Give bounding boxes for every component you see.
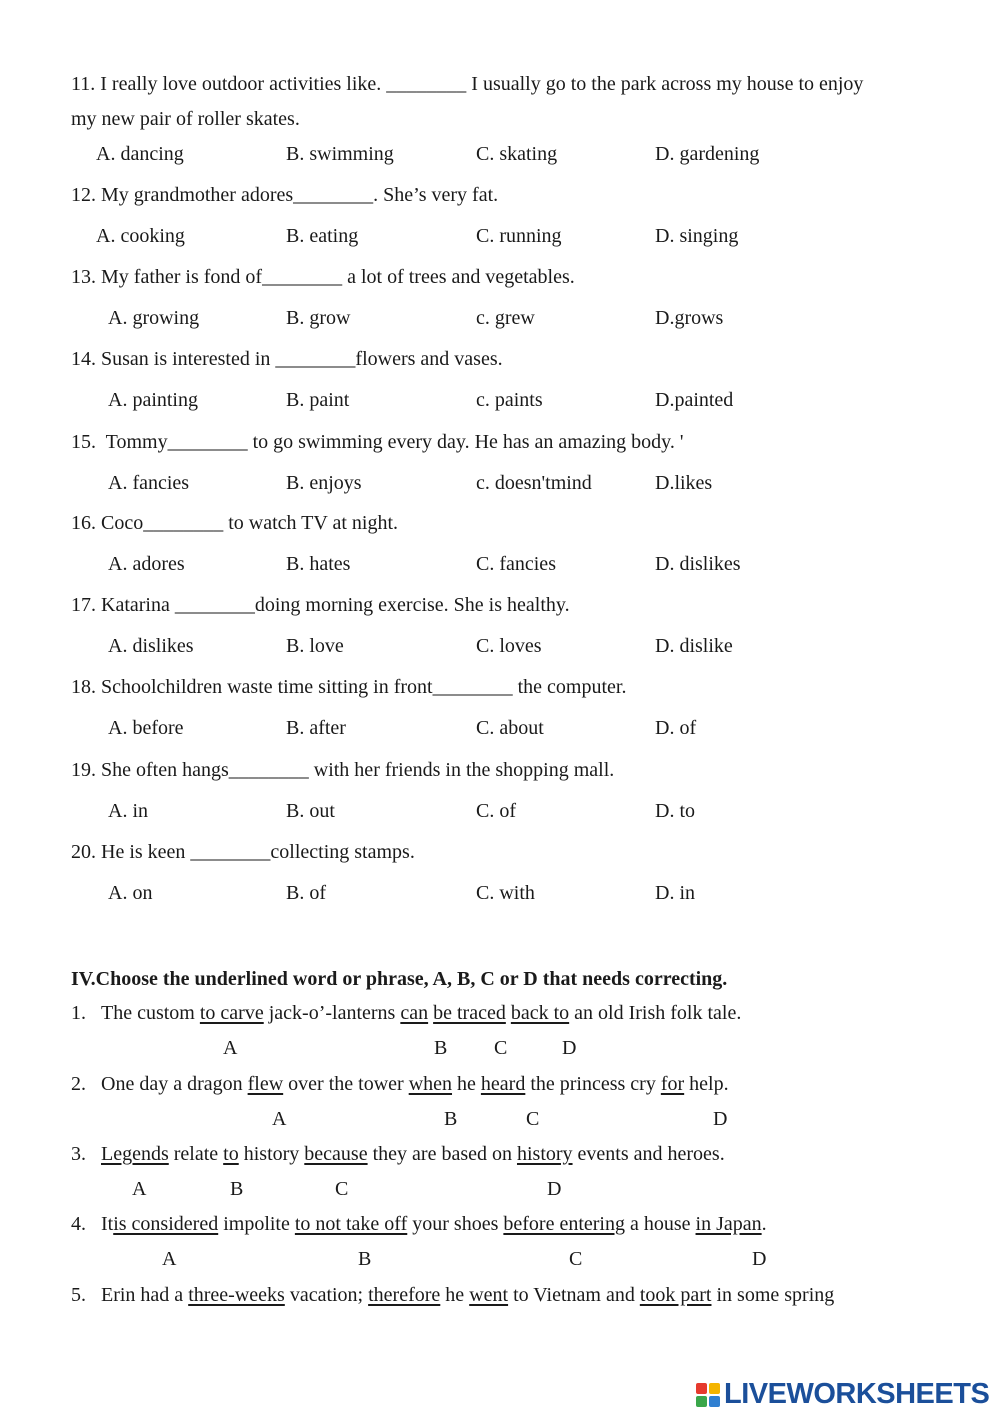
- sentence-text: events and heroes.: [572, 1143, 725, 1165]
- sentence-text: One day a dragon: [101, 1073, 248, 1095]
- error-sentence: [101, 1001, 741, 1025]
- answer-letter: A: [223, 1037, 238, 1059]
- question-text: 20. He is keen ________collecting stamps.: [71, 841, 415, 863]
- option-a: A. painting: [108, 389, 198, 411]
- option-c: c. doesn'tmind: [476, 472, 592, 494]
- sentence-text: .: [761, 1213, 767, 1235]
- question-text: 14. Susan is interested in ________flowers and vases.: [71, 348, 503, 370]
- answer-letter: B: [434, 1037, 448, 1059]
- underlined-phrase: Legends: [101, 1143, 169, 1165]
- question-text: 17. Katarina ________doing morning exercise. She is healthy.: [71, 594, 570, 616]
- sentence-text: in some spring: [711, 1284, 835, 1306]
- option-a: A. on: [108, 882, 153, 904]
- underlined-phrase: in Japan: [695, 1213, 762, 1235]
- underlined-phrase: flew: [247, 1073, 284, 1095]
- option-a: A. growing: [108, 307, 200, 329]
- option-d: D.likes: [655, 472, 713, 494]
- underlined-phrase: can: [400, 1002, 429, 1024]
- underlined-phrase: went: [469, 1284, 509, 1306]
- logo-squares-icon: [696, 1383, 720, 1407]
- underlined-phrase: to carve: [199, 1002, 264, 1024]
- underlined-phrase: history: [516, 1143, 573, 1165]
- sentence-text: he: [440, 1284, 470, 1306]
- option-c: C. of: [476, 800, 516, 822]
- underlined-phrase: heard: [480, 1073, 526, 1095]
- sentence-text: a house: [624, 1213, 696, 1235]
- option-b: B. hates: [286, 553, 351, 575]
- answer-letter: C: [526, 1108, 540, 1130]
- answer-letter: D: [752, 1248, 767, 1270]
- answer-letter: D: [713, 1108, 728, 1130]
- error-sentence: [101, 1142, 725, 1166]
- option-c: C. with: [476, 882, 535, 904]
- option-b: B. swimming: [286, 143, 394, 165]
- underlined-phrase: is considered: [113, 1213, 219, 1235]
- sentence-text: help.: [684, 1073, 729, 1095]
- error-item-number: 3.: [71, 1143, 86, 1165]
- underlined-phrase: therefore: [368, 1284, 441, 1306]
- option-a: A. fancies: [108, 472, 190, 494]
- option-b: B. eating: [286, 225, 359, 247]
- option-d: D. singing: [655, 225, 739, 247]
- sentence-text: to Vietnam and: [508, 1284, 640, 1306]
- option-d: D. in: [655, 882, 695, 904]
- underlined-phrase: before entering: [503, 1213, 625, 1235]
- option-d: D. gardening: [655, 143, 760, 165]
- sentence-text: your shoes: [407, 1213, 504, 1235]
- sentence-text: vacation;: [284, 1284, 369, 1306]
- answer-letter: B: [444, 1108, 458, 1130]
- answer-letter: C: [335, 1178, 349, 1200]
- option-b: B. enjoys: [286, 472, 362, 494]
- option-a: A. adores: [108, 553, 185, 575]
- sentence-text: over the tower: [283, 1073, 409, 1095]
- sentence-text: they are based on: [367, 1143, 517, 1165]
- option-c: c. grew: [476, 307, 535, 329]
- question-text: 15. Tommy________ to go swimming every day. He has an amazing body. ': [71, 431, 684, 453]
- answer-letter: B: [230, 1178, 244, 1200]
- question-text: 12. My grandmother adores________. She’s very fat.: [71, 184, 499, 206]
- sentence-text: It: [101, 1213, 114, 1235]
- option-d: D. of: [655, 717, 697, 739]
- sentence-text: the princess cry: [525, 1073, 661, 1095]
- sentence-text: Erin had a: [101, 1284, 189, 1306]
- answer-letter: A: [162, 1248, 177, 1270]
- option-d: D.grows: [655, 307, 724, 329]
- sentence-text: jack-o’-lanterns: [263, 1002, 401, 1024]
- question-text: 11. I really love outdoor activities like. ________ I usually go to the park across my house to enjoy: [71, 73, 864, 95]
- option-d: D. dislikes: [655, 553, 741, 575]
- answer-letter: A: [132, 1178, 147, 1200]
- question-text: 19. She often hangs________ with her friends in the shopping mall.: [71, 759, 615, 781]
- error-item-number: 5.: [71, 1284, 86, 1306]
- error-item-number: 2.: [71, 1073, 86, 1095]
- error-sentence: [101, 1212, 767, 1236]
- option-a: A. dancing: [96, 143, 184, 165]
- underlined-phrase: because: [304, 1143, 368, 1165]
- underlined-phrase: to not take off: [294, 1213, 408, 1235]
- sentence-text: relate: [168, 1143, 224, 1165]
- underlined-phrase: for: [660, 1073, 685, 1095]
- option-a: A. dislikes: [108, 635, 194, 657]
- answer-letter: D: [547, 1178, 562, 1200]
- option-b: B. grow: [286, 307, 351, 329]
- sentence-text: he: [452, 1073, 481, 1095]
- option-d: D. to: [655, 800, 695, 822]
- answer-letter: D: [562, 1037, 577, 1059]
- underlined-phrase: to: [223, 1143, 239, 1165]
- option-b: B. of: [286, 882, 326, 904]
- underlined-phrase: three-weeks: [188, 1284, 285, 1306]
- answer-letter: C: [569, 1248, 583, 1270]
- option-c: C. loves: [476, 635, 542, 657]
- underlined-phrase: back to: [510, 1002, 570, 1024]
- question-text-continued: my new pair of roller skates.: [71, 108, 300, 130]
- sentence-text: The custom: [101, 1002, 200, 1024]
- error-sentence: [101, 1072, 729, 1096]
- section-heading: IV.Choose the underlined word or phrase, A, B, C or D that needs correcting.: [71, 968, 728, 990]
- underlined-phrase: took part: [639, 1284, 712, 1306]
- option-c: C. about: [476, 717, 544, 739]
- option-b: B. paint: [286, 389, 350, 411]
- option-c: C. running: [476, 225, 562, 247]
- underlined-phrase: be traced: [433, 1002, 506, 1024]
- underlined-phrase: when: [408, 1073, 453, 1095]
- answer-letter: B: [358, 1248, 372, 1270]
- question-text: 13. My father is fond of________ a lot of trees and vegetables.: [71, 266, 575, 288]
- option-d: D. dislike: [655, 635, 733, 657]
- option-c: C. skating: [476, 143, 558, 165]
- error-sentence: [101, 1283, 834, 1307]
- question-text: 18. Schoolchildren waste time sitting in front________ the computer.: [71, 676, 627, 698]
- option-d: D.painted: [655, 389, 734, 411]
- sentence-text: an old Irish folk tale.: [569, 1002, 742, 1024]
- error-item-number: 4.: [71, 1213, 86, 1235]
- liveworksheets-logo: [696, 1378, 989, 1411]
- error-item-number: 1.: [71, 1002, 86, 1024]
- option-c: c. paints: [476, 389, 543, 411]
- answer-letter: A: [272, 1108, 287, 1130]
- option-b: B. out: [286, 800, 335, 822]
- option-c: C. fancies: [476, 553, 556, 575]
- logo-text: LIVEWORKSHEETS: [724, 1378, 990, 1410]
- option-a: A. before: [108, 717, 184, 739]
- answer-letter: C: [494, 1037, 508, 1059]
- question-text: 16. Coco________ to watch TV at night.: [71, 512, 399, 534]
- sentence-text: impolite: [218, 1213, 295, 1235]
- option-b: B. love: [286, 635, 344, 657]
- sentence-text: history: [238, 1143, 305, 1165]
- option-a: A. cooking: [96, 225, 185, 247]
- option-a: A. in: [108, 800, 148, 822]
- option-b: B. after: [286, 717, 346, 739]
